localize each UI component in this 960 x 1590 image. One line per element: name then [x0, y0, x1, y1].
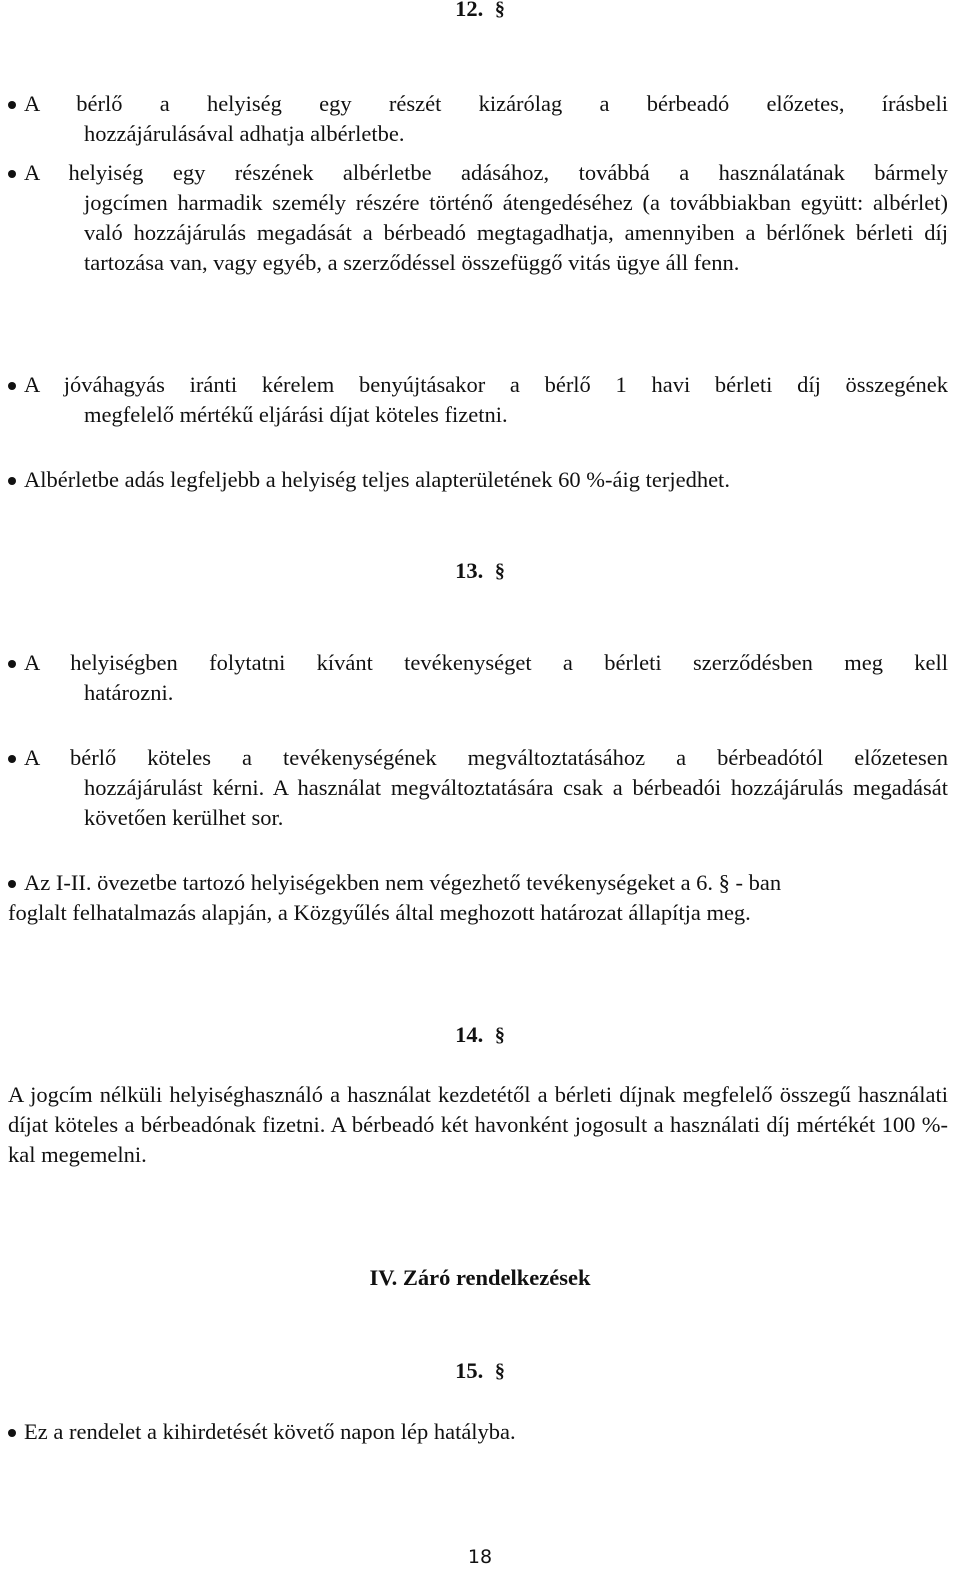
list-item-text-continued: hozzájárulást kérni. A használat megváltoztatására csak a bérbeadói hozzájárulás megadását követően kerülhet sor.: [84, 775, 948, 830]
section-number: 12.: [455, 0, 484, 21]
bullet-icon: [8, 660, 16, 668]
paragraph-sign: §: [494, 560, 505, 582]
section-heading-12: [0, 0, 960, 24]
list-item-text: A helyiségben folytatni kívánt tevékenységet a bérleti szerződésben meg kell: [24, 650, 948, 675]
list-item-text: A bérlő köteles a tevékenységének megváltoztatásához a bérbeadótól előzetesen: [24, 745, 948, 770]
section-heading-13: [0, 556, 960, 586]
bullet-icon: [8, 880, 16, 888]
list-item: [8, 465, 948, 495]
list-item-text-continued: foglalt felhatalmazás alapján, a Közgyűlés által meghozott határozat állapítja meg.: [8, 900, 751, 925]
bullet-icon: [8, 170, 16, 178]
list-item-text: Albérletbe adás legfeljebb a helyiség teljes alapterületének 60 %-áig terjedhet.: [24, 467, 730, 492]
list-item: [8, 648, 948, 708]
paragraph-sign: §: [494, 1024, 505, 1046]
list-item-text: A helyiség egy részének albérletbe adásához, továbbá a használatának bármely: [24, 160, 948, 185]
list-item-text-continued: hozzájárulásával adhatja albérletbe.: [84, 121, 405, 146]
bullet-icon: [8, 1429, 16, 1437]
list-item-text: A bérlő a helyiség egy részét kizárólag a bérbeadó előzetes, írásbeli: [24, 91, 948, 116]
list-item: [8, 89, 948, 149]
paragraph-text: A jogcím nélküli helyiséghasználó a használat kezdetétől a bérleti díjnak megfelelő összegű használati díjat köteles a bérbeadónak fizetni. A bérbeadó két havonként jogosult a használati díj mértékét 100 %-kal megemelni.: [8, 1082, 948, 1167]
paragraph-sign: §: [494, 0, 505, 20]
list-item: [8, 868, 948, 898]
section-number: 15.: [455, 1358, 484, 1383]
list-item-text: Ez a rendelet a kihirdetését követő napon lép hatályba.: [24, 1419, 516, 1444]
list-item-text: A jóváhagyás iránti kérelem benyújtásakor a bérlő 1 havi bérleti díj összegének: [24, 372, 948, 397]
list-item: [8, 158, 948, 278]
section-heading-14: [0, 1020, 960, 1050]
bullet-icon: [8, 477, 16, 485]
list-item: [8, 1417, 948, 1447]
list-item-text: Az I-II. övezetbe tartozó helyiségekben nem végezhető tevékenységeket a 6. § - ban: [24, 870, 782, 895]
bullet-icon: [8, 755, 16, 763]
page-number: 18: [467, 1546, 493, 1568]
list-item-text-continued: megfelelő mértékű eljárási díjat köteles fizetni.: [84, 402, 508, 427]
bullet-icon: [8, 382, 16, 390]
paragraph-sign: §: [494, 1360, 505, 1382]
chapter-title: IV. Záró rendelkezések: [369, 1265, 591, 1290]
list-item: [8, 743, 948, 833]
section-number: 14.: [455, 1022, 484, 1047]
bullet-icon: [8, 101, 16, 109]
list-item-text-continued: határozni.: [84, 680, 174, 705]
list-item: [8, 370, 948, 430]
section-number: 13.: [455, 558, 484, 583]
section-heading-15: [0, 1356, 960, 1386]
list-item-text-continued: jogcímen harmadik személy részére történő átengedéséhez (a továbbiakban együtt: albérlet) való hozzájárulás megadását a bérbeadó megtagadhatja, amennyiben a bérlőnek bérleti díj tartozása van, vagy egyéb, a szerződéssel összefüggő vitás ügye áll fenn.: [84, 190, 948, 275]
